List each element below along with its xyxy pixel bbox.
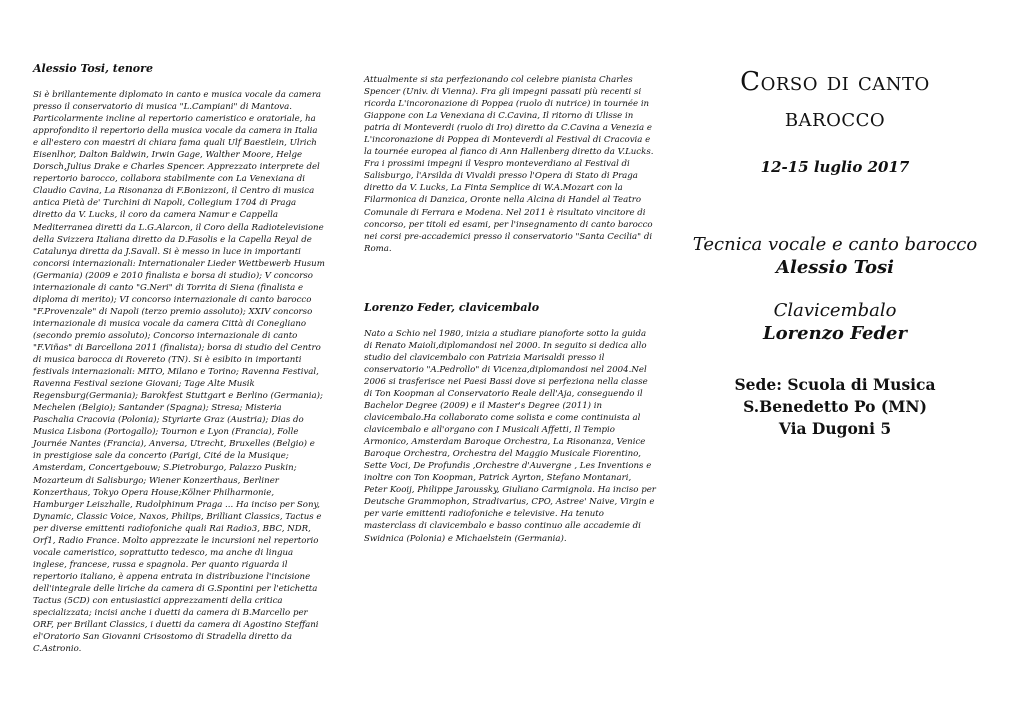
tenor-bio-heading: Alessio Tosi, tenore bbox=[33, 62, 153, 75]
venue-line3: Via Dugoni 5 bbox=[778, 419, 892, 438]
course-title-line1: Corso di canto bbox=[740, 67, 930, 97]
harpsichord-section-label: Clavicembalo bbox=[773, 300, 897, 321]
venue-address bbox=[690, 374, 980, 440]
venue-line2: S.Benedetto Po (MN) bbox=[743, 397, 927, 416]
harpsichord-bio-heading: Lorenzo Feder, clavicembalo bbox=[364, 300, 540, 314]
tenor-bio-continued-text: Attualmente si sta perfezionando col celebre pianista Charles Spencer (Univ. di Vienna). Fra gli impegni passati più recenti si ricorda L'incoronazione di Poppea (ruolo di nutrice) in tournée in Giappone con La Venexiana di C.Cavina, Il ritorno di Ulisse in patria di Monteverdi (ruolo di Iro) diretto da C.Cavina a Venezia e L'incoronazione di Poppea di Monteverdi al Festival di Cracovia e la tournée europea al fianco di Ann Hallenberg diretto da V.Lucks. Fra i prossimi impegni il Vespro monteverdiano al Festival di Salisburgo, l'Arsilda di Vivaldi presso l'Opera di Stato di Praga diretto da V. Lucks, La Finta Semplice di W.A.Mozart con la Filarmonica di Danzica, Oronte nella Alcina di Handel al Teatro Comunale di Ferrara e Modena. Nel 2011 è risultato vincitore di concorso, per titoli ed esami, per l'insegnamento di canto barocco nei corsi pre-accademici presso il conservatorio "Santa Cecilia" di Roma. bbox=[364, 75, 654, 254]
vocal-section-label: Tecnica vocale e canto barocco bbox=[692, 234, 978, 255]
vocal-teacher-name: Alessio Tosi bbox=[776, 257, 894, 278]
harpsichord-teacher-name: Lorenzo Feder bbox=[763, 323, 907, 344]
middle-column bbox=[364, 74, 656, 545]
course-dates: 12-15 luglio 2017 bbox=[760, 158, 910, 176]
tenor-bio-column bbox=[33, 62, 325, 655]
tenor-bio-text: Si è brillantemente diplomato in canto e musica vocale da camera presso il conservatorio di musica "L.Campiani" di Mantova. Particolarmente incline al repertorio cameristico e oratoriale, ha approfondito il repertorio della musica vocale da camera in Italia e all'estero con maestri di chiara fama quali Ulf Baestlein, Ulrich Eisenlhor, Dalton Baldwin, Irwin Gage, Walther Moore, Helge Dorsch,Julius Drake e Charles Spencer. Apprezzato interprete del repertorio barocco, collabora stabilmente con La Venexiana di Claudio Cavina, La Risonanza di F.Bonizzoni, il Centro di musica antica Pietà de' Turchini di Napoli, Collegium 1704 di Praga diretto da V. Lucks, il coro da camera Namur e Cappella Mediterranea diretti da L.G.Alarcon, il Coro della Radiotelevisione della Svizzera Italiana diretto da D.Fasolis e la Capella Reyal de Catalunya diretta da J.Savall. Si è messo in luce in importanti concorsi internazionali: Internationaler Lieder Wettbewerb Husum (Germania) (2009 e 2010 finalista e borsa di studio); V concorso internazionale di canto "G.Neri" di Torrita di Siena (finalista e diploma di merito); VI concorso internazionale di canto barocco "F.Provenzale" di Napoli (terzo premio assoluto); XXIV concorso internazionale di musica vocale da camera Città di Conegliano (secondo premio assoluto); Concorso internazionale di canto "F.Viñas" di Barcellona 2011 (finalista); borsa di studio del Centro di musica barocca di Rovereto (TN). Si è esibito in importanti festivals internazionali: MITO, Milano e Torino; Ravenna Festival, Ravenna Festival sezione Giovani; Tage Alte Musik Regensburg(Germania); Barokfest Stuttgart e Berlino (Germania); Mechelen (Belgio); Santander (Spagna); Stresa; Misteria Paschalia Cracovia (Polonia); Styriarte Graz (Austria); Dias do Musica Lisbona (Portogallo); Tournon e Lyon (Francia), Folle Journée Nantes (Francia), Anversa, Utrecht, Bruxelles (Belgio) e in prestigiose sale da concerto (Parigi, Cité de la Musique; Amsterdam, Concertgebouw; S.Pietroburgo, Palazzo Puskin; Mozarteum di Salisburgo; Wiener Konzerthaus, Berliner Konzerthaus, Tokyo Opera House;Kölner Philharmonie, Hamburger Leiszhalle, Rudolphinum Praga ... Ha inciso per Sony, Dynamic, Classic Voice, Naxos, Philips, Brilliant Classics, Tactus e per diverse emittenti radiofoniche quali Rai Radio3, BBC, NDR, Orf1, Radio France. Molto apprezzate le incursioni nel repertorio vocale cameristico, soprattutto tedesco, ma anche di lingua inglese, francese, russa e spagnola. Per quanto riguarda il repertorio italiano, è appena entrata in distribuzione l'incisione dell'integrale delle liriche da camera di G.Spontini per l'etichetta Tactus (5CD) con entusiastici apprezzamenti della critica specializzata; incisi anche i duetti da camera di B.Marcello per ORF, per Brillant Classics, i duetti da camera di Agostino Steffani el'Oratorio San Giovanni Crisostomo di Stradella diretto da C.Astronio. bbox=[33, 90, 325, 655]
cover-column bbox=[690, 64, 980, 440]
harpsichord-bio-text: Nato a Schio nel 1980, inizia a studiare pianoforte sotto la guida di Renato Maioli,diplomandosi nel 2000. In seguito si dedica allo studio del clavicembalo con Patrizia Marisaldi presso il conservatorio "A.Pedrollo" di Vicenza,diplomandosi nel 2004.Nel 2006 si trasferisce nei Paesi Bassi dove si perfeziona nella classe di Ton Koopman al Conservatorio Reale dell'Aja, conseguendo il Bachelor Degree (2009) e il Master's Degree (2011) in clavicembalo.Ha collaborato come solista e come continuista al clavicembalo e all'organo con I Musicali Affetti, Il Tempio Armonico, Amsterdam Baroque Orchestra, La Risonanza, Venice Baroque Orchestra, Orchestra del Maggio Musicale Fiorentino, Sette Voci, De Profundis ,Orchestre d'Auvergne , Les Inventions e inoltre con Ton Koopman, Patrick Ayrton, Stefano Montanari, Peter Kooij, Philippe Jaroussky, Giuliano Carmignola. Ha inciso per Deutsche Grammophon, Stradivarius, CPO, Astree' Naive, Virgin e per varie emittenti radiofoniche e televisive. Ha tenuto masterclass di clavicembalo e basso continuo alle accademie di Swidnica (Polonia) e Michaelstein (Germania). bbox=[364, 328, 656, 544]
venue-line1: Sede: Scuola di Musica bbox=[734, 375, 936, 394]
course-title-line2: barocco bbox=[784, 103, 886, 133]
